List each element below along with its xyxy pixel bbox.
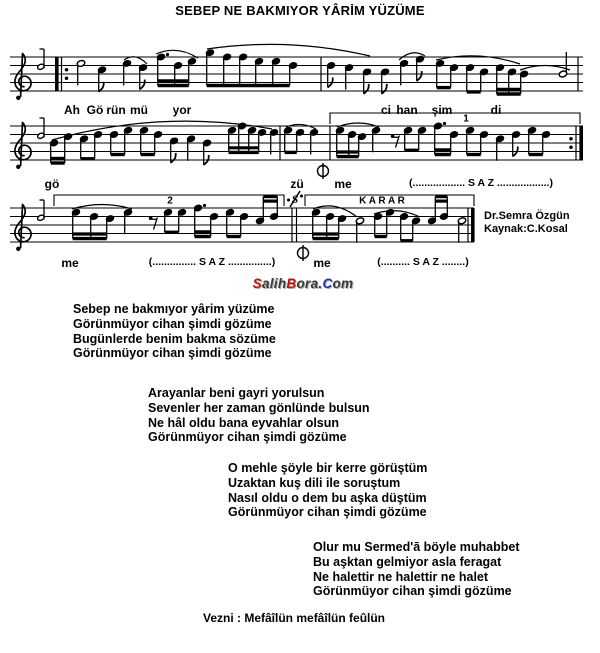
- note-head: [271, 57, 280, 65]
- note-flag: [417, 71, 422, 81]
- note-head: [254, 57, 263, 65]
- treble-clef-icon: [15, 54, 31, 101]
- final-barline: [471, 208, 475, 242]
- note-head: [433, 122, 442, 130]
- note-head: [295, 128, 304, 136]
- note-head: [519, 70, 528, 78]
- staff-2-lyrics: [0, 177, 600, 193]
- verse-1: [73, 302, 276, 361]
- lyric-syllable: me: [61, 256, 79, 270]
- lyric-syllable: Gö: [86, 103, 104, 117]
- watermark-part: B: [286, 276, 297, 291]
- volta-label: 2: [167, 195, 173, 207]
- note-head: [247, 126, 256, 134]
- vezni-line: Vezni : Mefâîlün mefâîlün feûlün: [203, 611, 386, 625]
- verse-2: [148, 386, 370, 445]
- note-head: [417, 126, 426, 134]
- note-head: [439, 213, 448, 221]
- watermark-part: C: [322, 276, 333, 291]
- note-head: [237, 122, 246, 130]
- credit-source: Kaynak:C.Kosal: [484, 223, 568, 235]
- lyric-syllable: me: [334, 177, 352, 191]
- note-head: [71, 208, 80, 216]
- eighth-rest-icon: [391, 134, 399, 147]
- saz-section-label: (.......... S A Z ........): [377, 256, 469, 268]
- verse-line: Ne hâl oldu bana eyvahlar olsun: [148, 415, 340, 430]
- watermark-part: ora: [296, 276, 319, 291]
- note-head: [177, 208, 186, 216]
- verse-line: O mehle şöyle bir kerre görüştüm: [228, 461, 428, 475]
- verse-line: Görünmüyor cihan şimdi gözüme: [228, 505, 427, 520]
- verse-line: Sevenler her zaman gönlünde bulsun: [148, 400, 370, 415]
- note-head: [239, 213, 248, 221]
- note-head: [411, 217, 420, 225]
- staff-1-lyrics: [0, 103, 600, 119]
- note-head: [507, 68, 516, 76]
- note-flag: [140, 80, 145, 90]
- lyric-syllable: rün: [106, 103, 126, 117]
- note-head: [403, 126, 412, 134]
- note-head: [93, 131, 102, 139]
- note-head: [89, 213, 98, 221]
- verse-line: Nasıl oldu o dem bu aşka düştüm: [228, 490, 427, 505]
- slur: [520, 66, 570, 71]
- note-head: [187, 57, 196, 65]
- lyric-syllable: şim: [431, 103, 453, 117]
- note-head: [337, 215, 346, 223]
- note-head: [449, 64, 458, 72]
- note-head: [311, 208, 320, 216]
- note-head: [283, 126, 292, 134]
- note-head: [79, 135, 88, 143]
- watermark-part: S: [252, 276, 262, 291]
- repeat-end-barline: [579, 126, 583, 160]
- verse-line: Görünmüyor cihan şimdi gözüme: [313, 584, 512, 599]
- note-head: [163, 208, 172, 216]
- note-head: [465, 126, 474, 134]
- note-head: [357, 133, 366, 141]
- lyric-syllable: zü: [290, 177, 304, 191]
- note-head: [105, 215, 114, 223]
- credits: [484, 210, 570, 236]
- song-title: SEBEP NE BAKMIYOR YÂRİM YÜZÜME: [175, 3, 425, 18]
- note-head: [527, 126, 536, 134]
- verse-line: Olur mu Sermed'ā böyle muhabbet: [313, 540, 520, 554]
- bracket-label: K A R A R: [359, 195, 405, 207]
- lyric-syllable: ci: [380, 103, 392, 117]
- usul-sign-icon: [37, 118, 45, 139]
- verse-line: Görünmüyor cihan şimdi gözüme: [73, 346, 272, 361]
- watermark: [253, 276, 354, 291]
- svg-text:S: S: [291, 192, 299, 206]
- volta-label: 1: [463, 113, 469, 125]
- treble-clef-icon: [15, 205, 31, 252]
- note-head: [156, 53, 165, 61]
- note-head: [325, 213, 334, 221]
- note-head: [257, 128, 266, 136]
- repeat-begin-barline: [55, 57, 59, 91]
- note-head: [225, 208, 234, 216]
- note-head: [222, 53, 231, 61]
- note-flag: [171, 153, 176, 163]
- usul-sign-icon: [37, 49, 45, 70]
- lyric-syllable: han: [396, 103, 418, 117]
- note-head: [269, 213, 278, 221]
- verse-line: Ne halettir ne halettir ne halet: [313, 569, 489, 584]
- verse-3: [228, 461, 427, 520]
- note-head: [109, 131, 118, 139]
- note-head: [209, 213, 218, 221]
- note-head: [153, 131, 162, 139]
- lyric-syllable: di: [490, 103, 502, 117]
- watermark-part: om: [332, 276, 354, 291]
- note-head: [238, 53, 247, 61]
- credit-composer: Dr.Semra Özgün: [484, 210, 570, 222]
- slur: [207, 44, 370, 56]
- verse-4: [313, 540, 520, 599]
- verse-line: Bugünlerde benim bakma sözüme: [73, 331, 276, 346]
- segno-icon: [287, 191, 303, 207]
- note-head: [123, 126, 132, 134]
- lyric-syllable: gö: [44, 177, 60, 191]
- note-head: [227, 126, 236, 134]
- verse-line: Arayanlar beni gayri yorulsun: [148, 386, 325, 400]
- verse-line: Uzaktan kuş dili ile soruştum: [228, 475, 401, 490]
- note-head: [193, 204, 202, 212]
- note-head: [347, 131, 356, 139]
- note-head: [465, 64, 474, 72]
- verse-line: Bu aşktan gelmiyor asla feragat: [313, 554, 502, 569]
- verse-line: Görünmüyor cihan şimdi gözüme: [148, 430, 347, 445]
- saz-section-label: (............... S A Z ...............): [148, 256, 276, 268]
- verse-line: Sebep ne bakmıyor yârim yüzüme: [73, 302, 275, 316]
- note-head: [449, 131, 458, 139]
- saz-section-label: (.................. S A Z ..................): [409, 177, 553, 189]
- note-head: [479, 68, 488, 76]
- verse-line: Görünmüyor cihan şimdi gözüme: [73, 316, 272, 331]
- note-head: [495, 64, 504, 72]
- eighth-rest-icon: [149, 216, 157, 229]
- watermark-part: alih: [261, 276, 287, 291]
- note-head: [541, 131, 550, 139]
- lyric-syllable: me: [313, 256, 331, 270]
- note-head: [255, 217, 264, 225]
- usul-sign-icon: [37, 200, 45, 221]
- note-head: [335, 126, 344, 134]
- note-head: [479, 131, 488, 139]
- lyric-syllable: yor: [172, 103, 192, 117]
- note-head: [399, 213, 408, 221]
- note-head: [139, 126, 148, 134]
- watermark-part: .: [318, 276, 323, 291]
- staff-3-lyrics: [0, 256, 600, 272]
- note-head: [385, 208, 394, 216]
- treble-clef-icon: [15, 123, 31, 170]
- note-head: [435, 59, 444, 67]
- note-head: [427, 217, 436, 225]
- note-flag: [99, 82, 104, 92]
- note-head: [288, 62, 297, 70]
- note-head: [205, 49, 214, 57]
- note-head: [173, 62, 182, 70]
- note-head: [49, 139, 58, 147]
- note-flag: [364, 84, 369, 94]
- lyric-syllable: mü: [130, 103, 148, 117]
- note-flag: [382, 84, 387, 94]
- lyric-syllable: Ah: [64, 103, 80, 117]
